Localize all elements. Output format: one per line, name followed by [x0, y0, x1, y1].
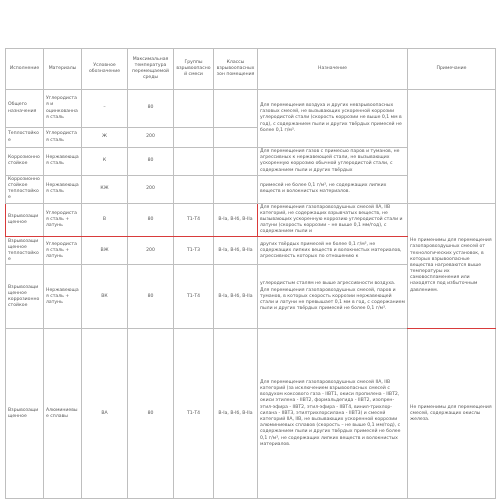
cell-material: Углеродистая сталь — [44, 128, 82, 148]
header-design: Исполнение — [6, 49, 44, 90]
cell-code: Ж — [82, 128, 128, 148]
cell-temp: 80 — [128, 90, 174, 128]
cell-groups — [174, 90, 214, 128]
cell-purpose: примесей не более 0,1 г/м³, не содержащих липких веществ и волокнистых материалов. — [258, 175, 408, 203]
cell-code: ВА — [82, 329, 128, 499]
cell-material: Углеродистая сталь + латунь — [44, 203, 82, 237]
cell-design: Взрывозащищенное — [6, 203, 44, 237]
cell-material: Алюминиевые сплавы — [44, 329, 82, 499]
cell-classes — [214, 90, 258, 128]
table-row — [6, 329, 496, 499]
cell-temp: 200 — [128, 128, 174, 148]
cell-design: Взрывозащищенное теплостойкое — [6, 237, 44, 265]
cell-code: – — [82, 90, 128, 128]
cell-code: К — [82, 148, 128, 176]
table-row-highlighted — [6, 203, 496, 237]
cell-design: Коррозионностойкое — [6, 148, 44, 176]
header-purpose: Назначение — [258, 49, 408, 90]
cell-classes: В-Іа, В-Іб, В-ІІа — [214, 329, 258, 499]
cell-groups — [174, 148, 214, 176]
table-row — [6, 90, 496, 128]
cell-temp: 200 — [128, 237, 174, 265]
cell-classes — [214, 128, 258, 148]
cell-classes — [214, 148, 258, 176]
cell-temp: 80 — [128, 329, 174, 499]
cell-material: Углеродистая и оцинкованная сталь — [44, 90, 82, 128]
table-header-row — [6, 49, 496, 90]
cell-classes: В-Іа, В-Іб, В-ІІа — [214, 203, 258, 237]
cell-classes — [214, 175, 258, 203]
cell-code: В — [82, 203, 128, 237]
cell-groups: Т1-Т4 — [174, 265, 214, 329]
cell-design: Теплостойкое — [6, 128, 44, 148]
header-code: Условное обозначение — [82, 49, 128, 90]
header-classes: Классы взрывоопасных зон помещения — [214, 49, 258, 90]
cell-classes: В-Іа, В-Іб, В-ІІа — [214, 237, 258, 265]
cell-note: Не применимы для перемещения смесей, содержащих окислы железа. — [408, 329, 496, 499]
cell-design: Общего назначения — [6, 90, 44, 128]
cell-material: Нержавеющая сталь — [44, 148, 82, 176]
cell-design: Взрывозащищенное — [6, 329, 44, 499]
cell-purpose: других твёрдых примесей не более 0,1 г/м³, не содержащих липких веществ и волокнистых материалов, агрессивность которых по отношению к — [258, 237, 408, 265]
cell-purpose: Для перемещения воздуха и других невзрывоопасных газовых смесей, не вызывающих ускоренной коррозии углеродистой стали (скорость коррозии не выше 0,1 мм в год), с содержанием пыли и других твёрдых примесей не более 0,1 г/м³. — [258, 90, 408, 148]
cell-purpose: Для перемещения газов с примесью паров и туманов, не агрессивных к нержавеющей стали, не вызывающих ускоренную коррозию обычной углеродистой стали, с содержанием пыли и других твёрдых — [258, 148, 408, 176]
cell-code: ВЖ — [82, 237, 128, 265]
cell-temp: 80 — [128, 203, 174, 237]
cell-design: Коррозионностойкое теплостойкое — [6, 175, 44, 203]
header-max-temp: Максимальная температура перемещаемой среды — [128, 49, 174, 90]
cell-code: ВК — [82, 265, 128, 329]
cell-note-empty — [408, 90, 496, 204]
cell-purpose: Для перемещения газопаровоздушных смесей IIA, IIB категорий (за исключением взрывоопасных смесей с воздухом коксового газа - IIВТ1, окиси пропилена - IIВТ2, окиси этилена - IIВТ2, формальдегида - IIВТ2, изопрен-этил-эфира - IIВТ2, этил-эфира - IIВТ4, винил-трихлор-силана - IIВТ3, этилтрихлорсилана - IIВТ3) и смесей категорий IIA, IIB, не вызывающих ускоренной коррозии алюминиевых сплавов (скорость – не выше 0,1 мм/год), с содержанием пыли и других твёрдых примесей не более 0,1 г/м³, не содержащих липких веществ и волокнистых материалов. — [258, 329, 408, 499]
cell-material: Нержавеющая сталь — [44, 175, 82, 203]
cell-material: Нержавеющая сталь + латунь — [44, 265, 82, 329]
cell-purpose: углеродистым сталям не выше агрессивности воздуха. Для перемещения газопаровоздушных смесей, паров и туманов, в которых скорость коррозии нержавеющей стали и латуни не превышает 0,1 мм в год, с содержанием пыли и других твёрдых примесей не более 0,1 г/м³. — [258, 265, 408, 329]
cell-note: Не применимы для перемещения газопаровоздушных смесей от технологических установок, в которых взрывоопасные вещества нагреваются выше температуры их самовоспламенения или находятся под избыточным давлением. — [408, 203, 496, 329]
cell-groups — [174, 175, 214, 203]
cell-design: Взрывозащищенное коррозионностойкое — [6, 265, 44, 329]
cell-purpose: Для перемещения газопаровоздушных смесей IIA, IIB категорий, не содержащих взрывчатых веществ, не вызывающих ускоренную коррозию углеродистой стали и латуни (скорость коррозии – не выше 0,1 мм/год), с содержанием пыли и — [258, 203, 408, 237]
header-materials: Материалы — [44, 49, 82, 90]
cell-classes: В-Іа, В-Іб, В-ІІа — [214, 265, 258, 329]
header-note: Примечание — [408, 49, 496, 90]
cell-code: КЖ — [82, 175, 128, 203]
cell-temp: 80 — [128, 265, 174, 329]
header-groups: Группы взрывоопасной смеси — [174, 49, 214, 90]
cell-groups: Т1-Т4 — [174, 329, 214, 499]
fan-design-table — [5, 48, 496, 499]
cell-groups — [174, 128, 214, 148]
cell-temp: 80 — [128, 148, 174, 176]
cell-temp: 200 — [128, 175, 174, 203]
cell-groups: Т1-Т4 — [174, 203, 214, 237]
cell-material: Углеродистая сталь + латунь — [44, 237, 82, 265]
cell-groups: Т1-Т3 — [174, 237, 214, 265]
